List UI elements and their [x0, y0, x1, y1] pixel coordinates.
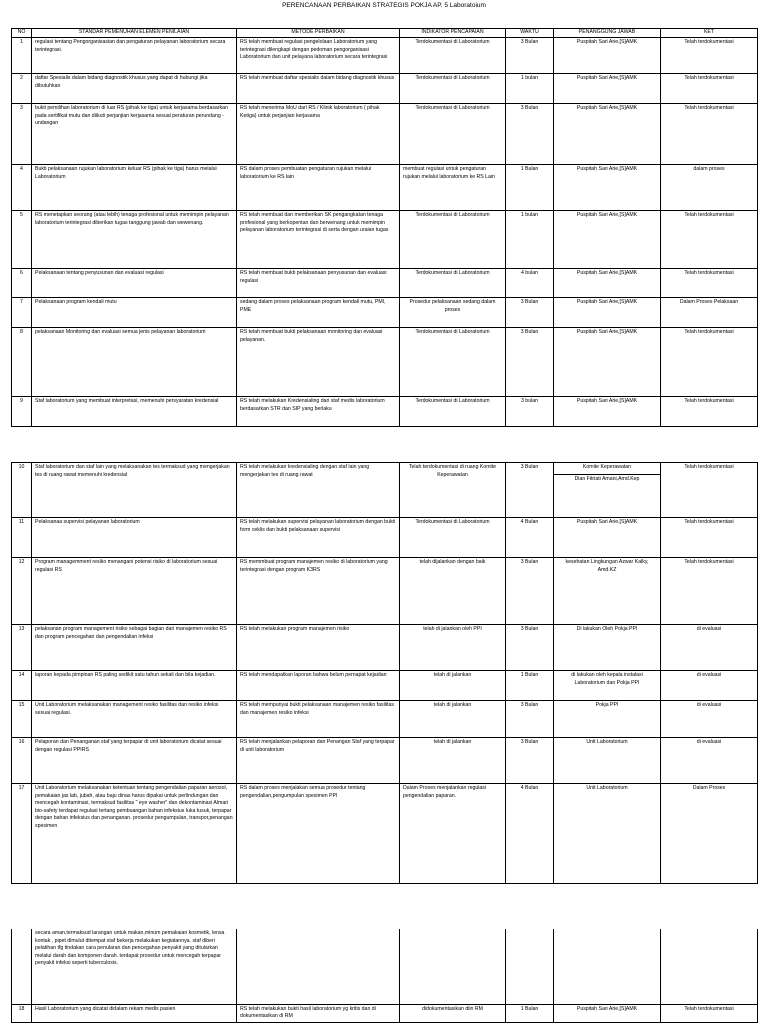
cell-no: 7 [12, 298, 32, 328]
cell-standar: Unit Laboratorium melaksanakan ketentuan tentang pengendalian paparan aerosol, pemakaian jas lab, jubah, atau baju dinas harus dipakai untuk perlindungan dan mencegah kontaminasi, termaksud fasilitas " eye washer" dan dekontaminasi Almari bio-safety terdapat regulasi tertang pembuangan bahan infeksius luka tusuk, terpapar dengan bahan infeksius dan penanganan. prosedur pengumpulan, transpor,penangan spesimen [32, 784, 237, 884]
table-row [12, 165, 758, 211]
cell-metode: RS telah membuat bukti pelaksanaan penyusunan dan evaluasi regulasi [237, 269, 400, 298]
cell-metode: RS dalam proses pembuatan pengaturan rujukan melalui laboratorium ke RS lain [237, 165, 400, 211]
cell-indikator: Terdokumentasi di Laboratorium [400, 397, 506, 427]
table-row [12, 463, 758, 518]
cell-ket: Dalam Proses Pelaksaan [661, 298, 758, 328]
cell-indikator: Terdokumentasi di Laboratorium [400, 211, 506, 269]
cell-no: 18 [12, 1004, 32, 1022]
col-header-metode: METODE PERBAIKAN [237, 29, 400, 38]
cell-penanggung-jawab: Pokja PPI [554, 701, 661, 738]
cell-standar: regulasi tentang Pengorganisasian dan pengaturan pelayanan laboratorium secara terintegrasi. [32, 38, 237, 74]
table-row [12, 211, 758, 269]
cell-indikator: Prosedur pelaksanaan sedang dalam proses [400, 298, 506, 328]
cell-standar: Unit Laboratorium melaksanakan management resiko fasilitas dan resiko infeksi sesuai regulasi. [32, 701, 237, 738]
cell-no: 12 [12, 558, 32, 625]
table-header-row [12, 29, 758, 38]
cell-waktu: 4 Bulan [506, 784, 554, 884]
pj-person: Dian Fitriati Amani,Amd.Kep [554, 474, 660, 484]
cell-ket: Telah terdokumentasi [661, 463, 758, 518]
cell-standar: Pelaporan dan Penanganan staf yang terpapar di unit laboratorium dicatat sesuai dengan regulasi PPIRS [32, 738, 237, 784]
cell-waktu: 3 Bulan [506, 625, 554, 671]
cell-waktu: 1 Bulan [506, 671, 554, 701]
table-row [12, 269, 758, 298]
cell-penanggung-jawab: Puspitah Sari Arie,[S]AMK [554, 165, 661, 211]
cell-ket: Telah terdokumentasi [661, 518, 758, 558]
cell-indikator: Dalam Proses menjalankan regulasi pengendalian paparan. [400, 784, 506, 884]
cell-indikator: Terdokumentasi di Laboratorium [400, 38, 506, 74]
cell-metode: RS telah melakukan Kredensialing dari staf medis laboratorium berdasarkan STR dan SIP yang berlaku [237, 397, 400, 427]
cell-waktu: 1 Bulan [506, 165, 554, 211]
cell-penanggung-jawab: Puspitah Sari Arie,[S]AMK [554, 104, 661, 165]
cell-waktu: 1 Bulan [506, 1004, 554, 1022]
cell-waktu [506, 929, 554, 1004]
cell-standar: RS menetapkan seorang (atau lebih) tenaga profesional untuk memimpin pelayanan laboratorium terintegrasi diberikan tugas tanggung jawab dan wewenang. [32, 211, 237, 269]
cell-waktu: 3 Bulan [506, 558, 554, 625]
table-row [12, 397, 758, 427]
cell-metode: sedang dalam proses pelaksanaan program kendali mutu, PMI, PME [237, 298, 400, 328]
cell-penanggung-jawab [554, 929, 661, 1004]
cell-no: 13 [12, 625, 32, 671]
cell-ket: Telah terdokumentasi [661, 1004, 758, 1022]
cell-penanggung-jawab: di lakukan oleh kepala instalasi Laboratorium dan Pokja PPI [554, 671, 661, 701]
cell-waktu: 4 bulan [506, 269, 554, 298]
cell-ket: di evaluasi [661, 625, 758, 671]
cell-no: 6 [12, 269, 32, 298]
table-row [12, 738, 758, 784]
cell-indikator: telah di jalankan oleh PPI [400, 625, 506, 671]
cell-indikator: Terdokumentasi di Laboratorium [400, 518, 506, 558]
cell-ket: Telah terdokumentasi [661, 211, 758, 269]
cell-penanggung-jawab [554, 463, 661, 518]
cell-no: 1 [12, 38, 32, 74]
cell-ket: Telah terdokumentasi [661, 558, 758, 625]
cell-no: 16 [12, 738, 32, 784]
table-row [12, 38, 758, 74]
cell-no: 14 [12, 671, 32, 701]
cell-metode: RS memmbuat program manajemen resiko di laboratorium yang terintegrasi dengan program K3RS [237, 558, 400, 625]
cell-indikator: telah dijalankan dengan baik [400, 558, 506, 625]
cell-standar: daftar Spesialis dalam bidang diagnostik khusus yang dapat di hubungi jika dibutuhkan [32, 74, 237, 104]
cell-ket: di evaluasi [661, 671, 758, 701]
cell-penanggung-jawab: Puspitah Sari Arie,[S]AMK [554, 1004, 661, 1022]
cell-metode: RS telah mempunyai bukti pelaksanaan manajemen resiko fasilitas dan manajemen resiko infeksi [237, 701, 400, 738]
cell-metode: RS telah menjalankan pelaporan dan Penangan Staf yang terpapar di unit laboratorium [237, 738, 400, 784]
cell-penanggung-jawab: Unit Laboratorium [554, 738, 661, 784]
cell-ket: Telah terdokumentasi [661, 74, 758, 104]
cell-metode: RS telah melakukan program manajemen risiko [237, 625, 400, 671]
cell-metode: RS telah melakukan bukti hasil laboratorium yg kritis dan di dokumentasikan di RM [237, 1004, 400, 1022]
cell-penanggung-jawab: Unit Laboratorium [554, 784, 661, 884]
cell-ket: Telah terdokumentasi [661, 38, 758, 74]
cell-standar: secara aman,termaksud larangan untuk makan,minum pemakaian kosmetik, lensa kontak , pipet dimulut ditempat staf bekerja melakukan kegiatannya. staf diberi pelatihan tfg tindakan cara penularan dan pencegahan penyakit yang ditularkan melalui darah dan komponen darah. terdapat prosedur untuk mencegah terpapar penyakit infeksi seperti tuberculosis. [32, 929, 237, 1004]
table-row [12, 1004, 758, 1022]
cell-indikator: membuat regulasi untuk pengaturan rujukan melalui laboratorium ke RS Lain [400, 165, 506, 211]
cell-metode: RS telah membuat daftar spesialis dalam bidang diagnostik khusus [237, 74, 400, 104]
cell-penanggung-jawab: Puspitah Sari Arie,[S]AMK [554, 397, 661, 427]
cell-waktu: 3 Bulan [506, 701, 554, 738]
cell-penanggung-jawab: Puspitah Sari Arie,[S]AMK [554, 74, 661, 104]
cell-ket: Telah terdokumentasi [661, 104, 758, 165]
cell-standar: Program managemment resiko menangani potensi risiko di laboratorium sesuai regulasi RS [32, 558, 237, 625]
table-row [12, 104, 758, 165]
table-row [12, 558, 758, 625]
table-row [12, 518, 758, 558]
cell-penanggung-jawab: Di lakukan Oleh Pokja PPI [554, 625, 661, 671]
cell-standar: Hasil Laboratorium yang dicatat didalam rekam medis pasien [32, 1004, 237, 1022]
cell-penanggung-jawab: Puspitah Sari Arie,[S]AMK [554, 269, 661, 298]
cell-waktu: 1 bulan [506, 74, 554, 104]
pj-committee: Komite Keperawatan [582, 464, 632, 470]
col-header-penanggung-jawab: PENANGGUNG JAWAB [554, 29, 661, 38]
cell-no: 8 [12, 328, 32, 397]
cell-ket [661, 929, 758, 1004]
cell-ket: dalam proses [661, 165, 758, 211]
cell-standar: Staf laboratorium dan staf lain yang melaksanakan tes termaksud yang mengerjakan tes di ruang rawat memenuhi kredensial [32, 463, 237, 518]
cell-indikator: didokumentasikan diin RM [400, 1004, 506, 1022]
cell-no: 9 [12, 397, 32, 427]
cell-standar: pelaksanaan Monitoring dan evaluasi semua jenis pelayanan laboratorium [32, 328, 237, 397]
table-row [12, 701, 758, 738]
cell-no: 17 [12, 784, 32, 884]
cell-waktu: 3 Bulan [506, 328, 554, 397]
cell-metode: RS telah melakukan kredensialing dengan staf lain yang mengerjakan tes di ruang rawat [237, 463, 400, 518]
cell-waktu: 3 Bulan [506, 104, 554, 165]
table-row [12, 74, 758, 104]
col-header-standar: STANDAR PEMENUHAN ELEMEN PENILAIAN [32, 29, 237, 38]
cell-penanggung-jawab: kesehatan Lingkungan Azwar Kalky, Amd.KZ [554, 558, 661, 625]
cell-penanggung-jawab: Puspitah Sari Arie,[S]AMK [554, 328, 661, 397]
cell-ket: Telah terdokumentasi [661, 269, 758, 298]
cell-waktu: 3 Bulan [506, 463, 554, 518]
table-row [12, 625, 758, 671]
col-header-ket: KET [661, 29, 758, 38]
table-row [12, 328, 758, 397]
cell-standar: Pelaksanaan tentang penyusunan dan evaluasi regulasi [32, 269, 237, 298]
plan-table-part-1 [11, 28, 758, 427]
cell-metode: RS telah melakukan supervisi pelayanan laboratorium dengan bukti form ceklis dan bukti pelaksanaan supervisi [237, 518, 400, 558]
page-title: PERENCANAAN PERBAIKAN STRATEGIS POKJA AP. 5 Laboratoium [282, 2, 486, 9]
cell-no [12, 929, 32, 1004]
cell-waktu: 3 Bulan [506, 298, 554, 328]
plan-table-part-2 [11, 462, 758, 884]
cell-standar: laporan kepada pimpinan RS paling sedikit satu tahun sekali dan bila kejadian. [32, 671, 237, 701]
cell-no: 4 [12, 165, 32, 211]
cell-no: 3 [12, 104, 32, 165]
cell-metode: RS telah mendapatkan laporan bahwa belum pernapat kejadian [237, 671, 400, 701]
cell-penanggung-jawab: Puspitah Sari Arie,[S]AMK [554, 298, 661, 328]
cell-ket: di evaluasi [661, 701, 758, 738]
cell-waktu: 3 Bulan [506, 38, 554, 74]
cell-standar: Pelaksanaa supervisi pelayanan laboratorium [32, 518, 237, 558]
cell-standar: pelaksanan program management risiko sebagai bagian dari manajemen resiko RS dan program pencegahan dan pengendalian infeksi [32, 625, 237, 671]
cell-metode: RS telah membuat dan memberikan SK pengangkatan tenaga profesional yang berkopentan dan berwenang untuk memimpin pelayanan laboratorium terintegrasi di serta dengan uraian tugas [237, 211, 400, 269]
cell-indikator: telah di jalankan [400, 738, 506, 784]
cell-standar: Bukti pelaksanaan rujukan laboratorium keluar RS (pihak ke tiga) harus melalui Laboratorium [32, 165, 237, 211]
cell-metode [237, 929, 400, 1004]
cell-indikator: telah di jalankan [400, 671, 506, 701]
cell-no: 10 [12, 463, 32, 518]
cell-indikator [400, 929, 506, 1004]
cell-no: 5 [12, 211, 32, 269]
cell-penanggung-jawab: Puspitah Sari Arie,[S]AMK [554, 518, 661, 558]
plan-table-part-3 [11, 929, 758, 1023]
cell-no: 11 [12, 518, 32, 558]
col-header-indikator: INDIKATOR PENCAPAIAN [400, 29, 506, 38]
cell-indikator: Terdokumentasi di Laboratorium [400, 328, 506, 397]
col-header-no: NO [12, 29, 32, 38]
cell-metode: RS telah membuat regulasi pengelolaan Laboratorium yang terintegrasi dilengkapi dengan pedoman pengorganisasi Laboratorium dan unit pelayana laboratorium secara terintegrasi [237, 38, 400, 74]
cell-metode: RS telah menerima MoU dari RS / Klinik laboratorium ( pihak Ketiga) untuk perjanjian kerjasama [237, 104, 400, 165]
table-row-continuation [12, 929, 758, 1004]
cell-standar: bukti pemilihan laboratorium di luar RS (pihak ke tiga) untuk kerjasama berdasarkan pada sertifikat mutu dan diikuti perjanjian kerjasama sesuai peraturan perundang - undangan [32, 104, 237, 165]
cell-standar: Pelaksanaan program kendali mutu [32, 298, 237, 328]
cell-no: 15 [12, 701, 32, 738]
cell-penanggung-jawab: Puspitah Sari Arie,[S]AMK [554, 211, 661, 269]
cell-ket: di evaluasi [661, 738, 758, 784]
table-row [12, 784, 758, 884]
cell-ket: Dalam Proses [661, 784, 758, 884]
col-header-waktu: WAKTU [506, 29, 554, 38]
table-row [12, 671, 758, 701]
table-row [12, 298, 758, 328]
cell-indikator: telah di jalankan [400, 701, 506, 738]
cell-indikator: Telah terdokumentasi di ruang Komite Keperawatan [400, 463, 506, 518]
cell-metode: RS telah membuat bukti pelaksanaan monitoring dan evaluasi pelayanan. [237, 328, 400, 397]
cell-indikator: Terdokumentasi di Laboratorium [400, 269, 506, 298]
cell-no: 2 [12, 74, 32, 104]
cell-waktu: 4 Bulan [506, 518, 554, 558]
cell-metode: RS dalam proses menjalakan semua prosedur tentang pengendalian,pengumpulan spesimen PPI [237, 784, 400, 884]
cell-indikator: Terdokumentasi di Laboratorium [400, 104, 506, 165]
cell-standar: Staf laboratorium yang membuat interpretasi, memenuhi persyaratan kredensial [32, 397, 237, 427]
cell-waktu: 1 bulan [506, 211, 554, 269]
cell-waktu: 3 Bulan [506, 738, 554, 784]
cell-waktu: 3 bulan [506, 397, 554, 427]
cell-indikator: Terdokumentasi di Laboratorium [400, 74, 506, 104]
cell-penanggung-jawab: Puspitah Sari Arie,[S]AMK [554, 38, 661, 74]
cell-ket: Telah terdokumentasi [661, 328, 758, 397]
cell-ket: Telah terdokumentasi [661, 397, 758, 427]
